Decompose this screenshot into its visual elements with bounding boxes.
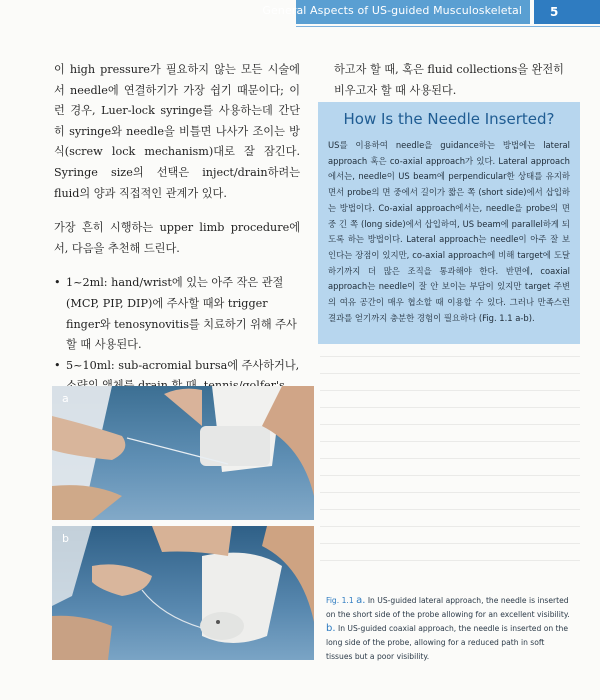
- figure-caption: [326, 594, 572, 664]
- bleed-through-text: [320, 356, 580, 586]
- figure-label-b: b: [62, 532, 69, 545]
- caption-label-b: b.: [326, 623, 336, 634]
- caption-text-b: In US-guided coaxial approach, the needle is inserted on the long side of the probe, allowing for a reduced path in soft tissues but a poor visibility.: [326, 624, 569, 661]
- list-item-text: 5~10ml: sub-acromial bursa에 주사하거나,: [66, 358, 300, 372]
- info-box: [318, 102, 580, 344]
- header-rule: [296, 26, 600, 27]
- running-header-bar: [262, 0, 530, 24]
- paragraph-upper-limb: 가장 흔히 시행하는 upper limb procedure에서, 다음을 추천해 드린다.: [54, 221, 300, 255]
- caption-label-a: a.: [356, 595, 366, 606]
- caption-figure-number: Fig. 1.1: [326, 596, 354, 605]
- page-number: 5: [534, 0, 600, 24]
- right-column-continuation: 하고자 할 때, 혹은 fluid collections을 완전히 비우고자 할 때 사용된다.: [334, 63, 564, 97]
- figure-label-a: a: [62, 392, 69, 405]
- bullet-icon: •: [54, 358, 61, 372]
- figure-photo-a: [52, 386, 314, 520]
- running-title: General Aspects of US-guided Musculoskeletal: [262, 4, 522, 17]
- bullet-icon: •: [54, 276, 61, 290]
- list-item-text: 1~2ml: hand/wrist에 있는 아주 작은 관절(MCP, PIP, DIP)에 주사할 때와 trigger finger와 tenosynovitis를 치료하기 위해 주사할 때 사용된다.: [66, 276, 297, 352]
- list-item: [54, 273, 300, 355]
- photo-lateral-approach-icon: [52, 386, 314, 520]
- photo-coaxial-approach-icon: [52, 526, 314, 660]
- caption-text-a: In US-guided lateral approach, the needle is inserted on the short side of the probe allowing for an excellent visibility.: [326, 596, 570, 619]
- paragraph-syringe: 이 high pressure가 필요하지 않는 모든 시술에서 needle에 연결하기가 가장 쉽기 때문이다; 이런 경우, Luer-lock syringe를 사용하는데 간단히 syringe와 needle을 비틀면 나사가 조이는 방식(screw lock mechanism)대로 잘 잠긴다. Syringe size의 선택은 inject/drain하려는 fluid의 양과 직접적인 관계가 있다.: [54, 63, 300, 200]
- info-box-title: How Is the Needle Inserted?: [343, 110, 555, 128]
- figure-photo-b: [52, 526, 314, 660]
- info-box-body: US를 이용하여 needle을 guidance하는 방법에는 lateral approach 혹은 co-axial approach가 있다. Lateral approach에서는, needle이 US beam에 perpendicular한 상태를 유지하면서 probe의 면 중에서 길이가 짧은 쪽 (short side)에서 삽입하는 방법이다. Co-axial approach에서는, needle을 probe의 면 중 긴 쪽 (long side)에서 삽입하여, US beam에 parallel하게 되도록 하는 방법이다. Lateral approach는 needle이 아주 잘 보인다는 장점이 있지만, co-axial approach에 비해 target에 도달하기까지 더 많은 조직을 통과해야 한다. 반면에, coaxial approach는 needle이 잘 안 보이는 부담이 있지만 target 주변의 여유 공간이 매우 협소할 때 이용할 수 있다. 그러나 만족스런 결과를 얻기까지 충분한 경험이 필요하다 (Fig. 1.1 a-b).: [328, 140, 570, 323]
